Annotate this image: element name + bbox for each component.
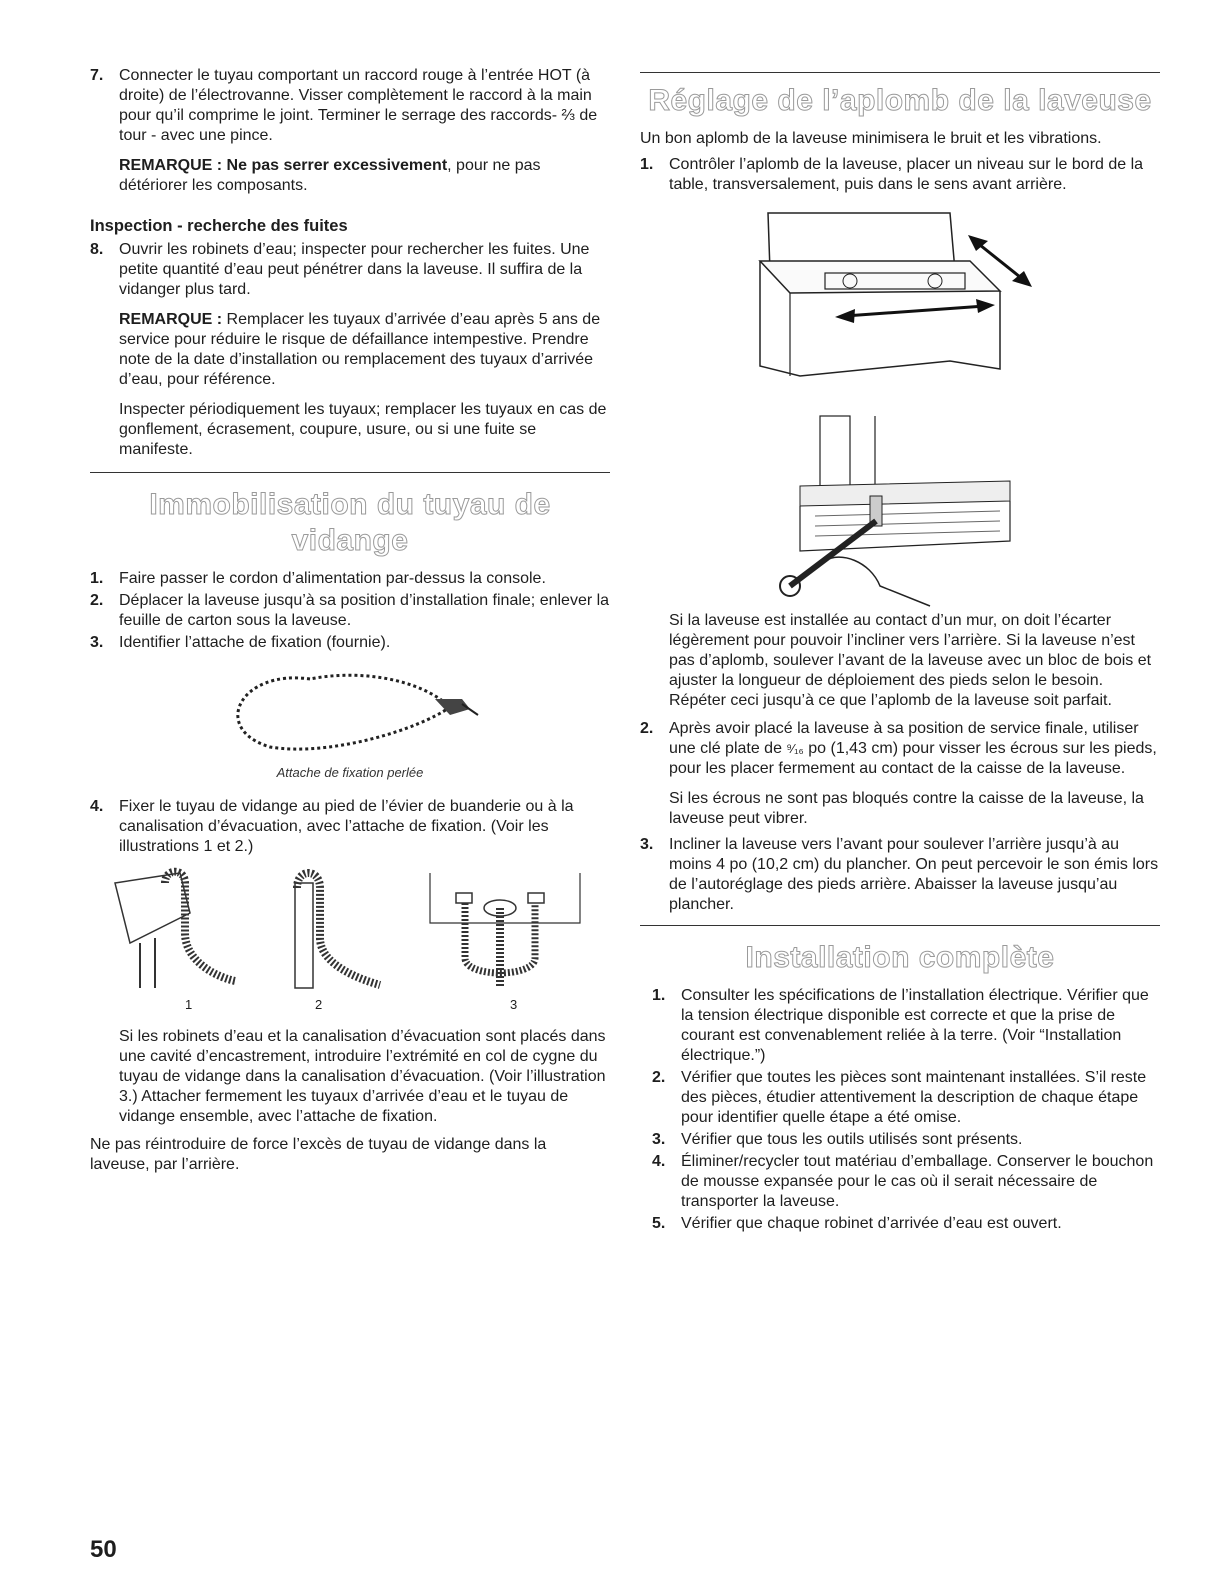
step-text-part: po (1,43 cm) pour visser les écrous sur les pieds, pour les placer fermement au contact de la caisse de la laveuse. xyxy=(669,740,1157,777)
note-text: Remplacer les tuyaux d’arrivée d’eau après 5 ans de service pour réduire le risque de défaillance intempestive. Prendre note de la date d’installation ou remplacement des tuyaux d’arrivée d’eau, pour référence. xyxy=(119,311,601,388)
step-number: 3. xyxy=(90,634,104,651)
step-text: Incliner la laveuse vers l’avant pour soulever l’arrière jusqu’à au moins 4 po (10,2 cm) du plancher. On peut percevoir le son émis lors de l’autoréglage des pieds arrière. Abaisser la laveuse jusqu’au plancher. xyxy=(669,836,1159,913)
step-text: Vérifier que chaque robinet d’arrivée d’eau est ouvert. xyxy=(681,1215,1062,1232)
step-number: 1. xyxy=(652,987,666,1004)
step-text: Éliminer/recycler tout matériau d’emballage. Conserver le bouchon de mousse expansée pour le cas où il serait nécessaire de transporter la laveuse. xyxy=(681,1153,1154,1210)
section-title-leveling: Réglage de l’aplomb de la laveuse xyxy=(648,84,1152,117)
list-item xyxy=(652,1068,1160,1128)
step-text: Ouvrir les robinets d’eau; inspecter pour rechercher les fuites. Une petite quantité d’eau peut pénétrer dans la laveuse. Il suffira de la vidanger plus tard. xyxy=(119,241,590,298)
step-text: Vérifier que tous les outils utilisés sont présents. xyxy=(681,1131,1023,1148)
step-4 xyxy=(90,797,610,857)
inspection-heading: Inspection - recherche des fuites xyxy=(90,217,348,235)
leveling-step-3 xyxy=(640,835,1160,915)
figure-number: 1 xyxy=(185,997,193,1012)
note-text: , pour ne pas détériorer les composants. xyxy=(119,157,541,194)
page-number: 50 xyxy=(90,1536,117,1563)
illustration-standpipe xyxy=(275,863,385,993)
step-number: 4. xyxy=(652,1153,666,1170)
list-item xyxy=(652,1130,1160,1150)
step-number: 4. xyxy=(90,798,104,815)
section-divider xyxy=(640,925,1160,926)
step-text: Fixer le tuyau de vidange au pied de l’évier de buanderie ou à la canalisation d’évacuation, avec l’attache de fixation. (Voir les illustrations 1 et 2.) xyxy=(119,798,574,855)
step-number: 1. xyxy=(90,570,104,587)
note-label: REMARQUE : xyxy=(119,311,223,328)
step-text: Déplacer la laveuse jusqu’à sa position d’installation finale; enlever la feuille de carton sous la laveuse. xyxy=(119,592,610,629)
section-title-drain-hose: Immobilisation du tuyau de vidange xyxy=(149,488,551,557)
step-7 xyxy=(90,66,610,196)
list-item xyxy=(652,1152,1160,1212)
list-item xyxy=(652,1214,1160,1234)
step-text: Contrôler l’aplomb de la laveuse, placer un niveau sur le bord de la table, transversalement, puis dans le sens avant arrière. xyxy=(669,156,1144,193)
intro-paragraph: Un bon aplomb de la laveuse minimisera le bruit et les vibrations. xyxy=(640,130,1102,147)
step-8 xyxy=(90,240,610,460)
leveling-wrench-illustration xyxy=(640,411,1160,611)
figure-number: 3 xyxy=(510,997,518,1012)
section-divider xyxy=(640,72,1160,73)
step-text-part: Après avoir placé la laveuse à sa position de service finale, utiliser une clé plate de xyxy=(669,720,1139,757)
list-item xyxy=(90,591,610,631)
section-divider xyxy=(90,472,610,473)
note-label: REMARQUE : Ne pas serrer excessivement xyxy=(119,157,448,174)
step-number: 2. xyxy=(90,592,104,609)
figure-caption: Attache de fixation perlée xyxy=(276,765,424,780)
illustration-laundry-tub xyxy=(110,863,240,993)
note xyxy=(119,156,610,196)
note xyxy=(119,310,610,390)
step-number: 1. xyxy=(640,156,654,173)
step-number: 3. xyxy=(652,1131,666,1148)
step-text-extra: Si les écrous ne sont pas bloqués contre la caisse de la laveuse, la laveuse peut vibrer. xyxy=(669,790,1144,827)
fraction: ⁹⁄₁₆ xyxy=(786,741,804,756)
step-number: 5. xyxy=(652,1215,666,1232)
paragraph: Ne pas réintroduire de force l’excès de tuyau de vidange dans la laveuse, par l’arrière. xyxy=(90,1136,547,1173)
left-column xyxy=(90,66,610,1181)
list-item xyxy=(90,569,610,589)
illustration-recessed-box xyxy=(420,863,590,993)
step-number: 3. xyxy=(640,836,654,853)
drain-hose-illustrations xyxy=(90,863,590,993)
washer-level-illustration xyxy=(640,201,1160,411)
paragraph: Si la laveuse est installée au contact d’un mur, on doit l’écarter légèrement pour pouvoir l’incliner vers l’arrière. Si la laveuse n’est pas d’aplomb, soulever l’avant de la laveuse avec un bloc de bois et ajuster la longueur de déploiement des pieds selon le besoin. Répéter ceci jusqu’à ce que l’aplomb de la laveuse soit parfait. xyxy=(669,612,1152,709)
step-number: 7. xyxy=(90,67,104,84)
illustration-numbers xyxy=(90,995,585,1015)
step-text: Identifier l’attache de fixation (fournie). xyxy=(119,634,391,651)
step-text: Consulter les spécifications de l’installation électrique. Vérifier que la tension électrique disponible est correcte et que la prise de courant est convenablement reliée à la terre. (Voir “Installation électrique.”) xyxy=(681,987,1149,1064)
step-text: Faire passer le cordon d’alimentation par-dessus la console. xyxy=(119,570,546,587)
paragraph: Si les robinets d’eau et la canalisation d’évacuation sont placés dans une cavité d’encastrement, introduire l’extrémité en col de cygne du tuyau de vidange dans la canalisation d’évacuation. (Voir l’illustration 3.) Attacher fermement les tuyaux d’arrivée d’eau et le tuyau de vidange ensemble, avec l’attache de fixation. xyxy=(119,1028,606,1125)
step-text: Connecter le tuyau comportant un raccord rouge à l’entrée HOT (à droite) de l’électrovanne. Visser complètement le raccord à la main pour qu’il comprime le joint. Terminer le serrage des raccords- ⅔ de tour - avec une pince. xyxy=(119,67,598,144)
beaded-tie-illustration xyxy=(90,659,610,759)
list-item xyxy=(652,986,1160,1066)
step-number: 2. xyxy=(640,720,654,737)
step-text: Vérifier que toutes les pièces sont maintenant installées. S’il reste des pièces, étudier attentivement la description de chaque étape pour identifier quelle étape a été omise. xyxy=(681,1069,1147,1126)
step-text xyxy=(669,719,1160,779)
leveling-step-1 xyxy=(640,155,1160,195)
step-text-extra: Inspecter périodiquement les tuyaux; remplacer les tuyaux en cas de gonflement, écrasement, coupure, usure, ou si une fuite se manifeste. xyxy=(119,401,607,458)
step-number: 2. xyxy=(652,1069,666,1086)
list-item xyxy=(90,633,610,653)
complete-steps-list xyxy=(640,986,1160,1234)
section-title-installation-complete: Installation complète xyxy=(745,941,1055,974)
step-number: 8. xyxy=(90,241,104,258)
right-column xyxy=(640,72,1160,1240)
leveling-step-2 xyxy=(640,719,1160,829)
figure-number: 2 xyxy=(315,997,323,1012)
